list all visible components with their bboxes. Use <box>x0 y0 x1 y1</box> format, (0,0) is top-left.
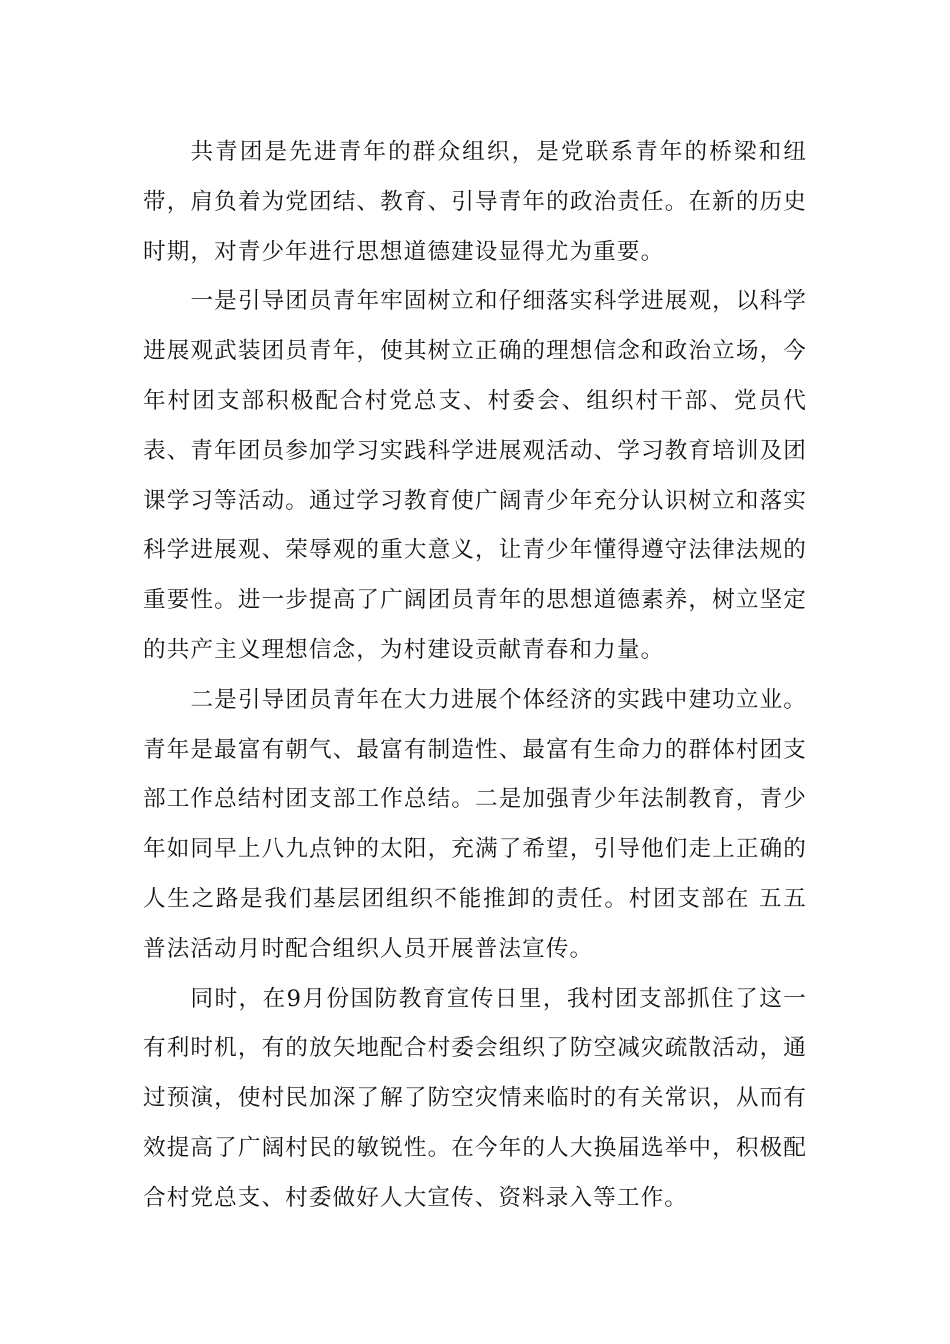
paragraph-point-one: 一是引导团员青年牢固树立和仔细落实科学进展观，以科学进展观武装团员青年，使其树立正确的理想信念和政治立场，今年村团支部积极配合村党总支、村委会、组织村干部、党员代表、青年团员参加学习实践科学进展观活动、学习教育培训及团课学习等活动。通过学习教育使广阔青少年充分认识树立和落实科学进展观、荣辱观的重大意义，让青少年懂得遵守法律法规的重要性。进一步提高了广阔团员青年的思想道德素养，树立坚定的共产主义理想信念，为村建设贡献青春和力量。 <box>143 288 807 663</box>
paragraph-national-defense: 同时，在9月份国防教育宣传日里，我村团支部抓住了这一有利时机，有的放矢地配合村委会组织了防空减灾疏散活动，通过预演，使村民加深了解了防空灾情来临时的有关常识，从而有效提高了广阔村民的敏锐性。在今年的人大换届选举中，积极配合村党总支、村委做好人大宣传、资料录入等工作。 <box>143 985 807 1211</box>
paragraph-point-two: 二是引导团员青年在大力进展个体经济的实践中建功立业。青年是最富有朝气、最富有制造性、最富有生命力的群体村团支部工作总结村团支部工作总结。二是加强青少年法制教育，青少年如同早上八九点钟的太阳，充满了希望，引导他们走上正确的人生之路是我们基层团组织不能推卸的责任。村团支部在 五五 普法活动月时配合组织人员开展普法宣传。 <box>143 686 807 962</box>
document-body <box>143 128 807 1224</box>
paragraph-intro: 共青团是先进青年的群众组织，是党联系青年的桥梁和纽带，肩负着为党团结、教育、引导青年的政治责任。在新的历史时期，对青少年进行思想道德建设显得尤为重要。 <box>143 139 807 265</box>
